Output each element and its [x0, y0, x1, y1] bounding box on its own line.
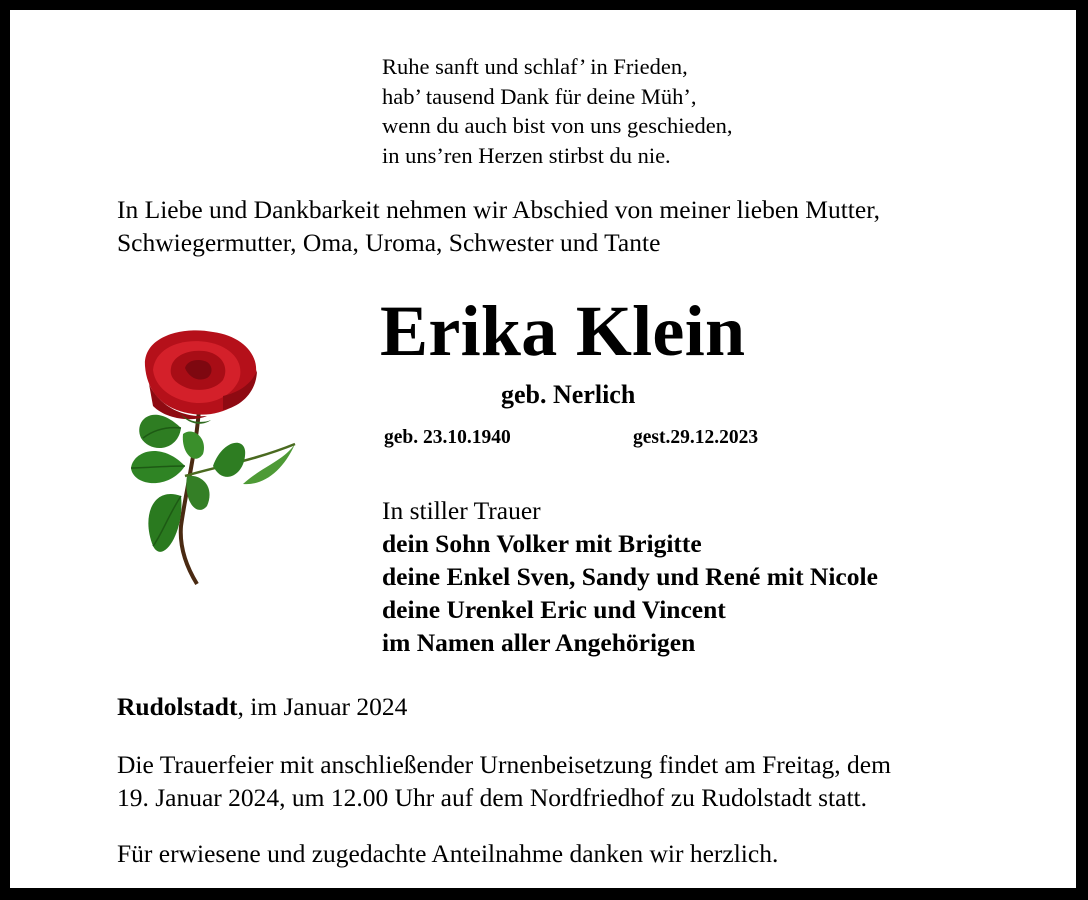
birth-name: geb. Nerlich: [501, 380, 636, 409]
funeral-line: 19. Januar 2024, um 12.00 Uhr auf dem Nordfriedhof zu Rudolstadt statt.: [117, 783, 867, 812]
funeral-info: [117, 748, 891, 814]
poem-line: wenn du auch bist von uns geschieden,: [382, 113, 733, 138]
birth-date: geb. 23.10.1940: [384, 427, 511, 448]
funeral-line: Die Trauerfeier mit anschließender Urnenbeisetzung findet am Freitag, dem: [117, 750, 891, 779]
mourners-list: [382, 527, 878, 659]
intro-line: In Liebe und Dankbarkeit nehmen wir Abschied von meiner lieben Mutter,: [117, 195, 881, 224]
deceased-name: Erika Klein: [380, 291, 746, 371]
place-name: Rudolstadt: [117, 692, 238, 721]
mourner-line: im Namen aller Angehörigen: [382, 628, 696, 657]
mourner-line: deine Urenkel Eric und Vincent: [382, 595, 726, 624]
mourner-line: deine Enkel Sven, Sandy und René mit Nicole: [382, 562, 878, 591]
poem-line: in uns’ren Herzen stirbst du nie.: [382, 142, 671, 168]
death-date: gest.29.12.2023: [633, 427, 759, 448]
poem-line: hab’ tausend Dank für deine Müh’,: [382, 83, 697, 109]
thanks-note: Für erwiesene und zugedachte Anteilnahme danken wir herzlich.: [117, 839, 779, 868]
mourner-line: dein Sohn Volker mit Brigitte: [382, 529, 702, 558]
mourning-heading: In stiller Trauer: [382, 496, 541, 525]
place-date: [117, 690, 407, 723]
poem: [382, 52, 733, 170]
intro-line: Schwiegermutter, Oma, Uroma, Schwester und Tante: [117, 228, 661, 257]
red-rose-icon: [123, 326, 303, 588]
farewell-intro: [117, 193, 880, 259]
place-date-rest: , im Januar 2024: [237, 692, 408, 721]
poem-line: Ruhe sanft und schlaf’ in Frieden,: [382, 54, 688, 79]
